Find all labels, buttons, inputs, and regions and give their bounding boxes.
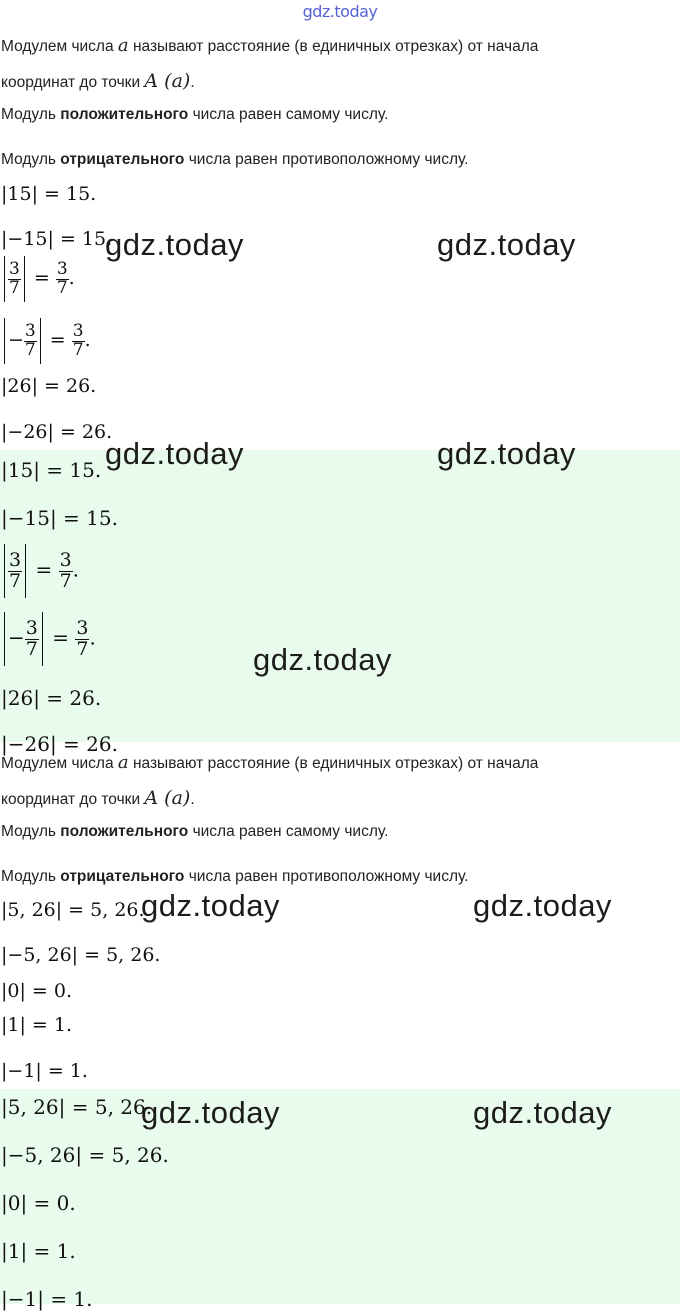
highlight-block bbox=[0, 450, 680, 756]
theory-positive: Модуль положительного числа равен самому числу. bbox=[1, 106, 389, 123]
equation: |26| = 26. bbox=[1, 375, 97, 397]
fraction-equation: − $\frac{3}{7}$ = $\frac{3}{7}$ . bbox=[1, 612, 96, 666]
equation: |5, 26| = 5, 26. bbox=[1, 1095, 153, 1119]
equation: |1| = 1. bbox=[1, 1239, 76, 1263]
equation: |−1| = 1. bbox=[1, 1060, 88, 1082]
fraction-equation: − $\frac{3}{7}$ = $\frac{3}{7}$ . bbox=[1, 318, 91, 364]
watermark: gdz.today bbox=[437, 436, 576, 471]
watermark: gdz.today bbox=[473, 888, 612, 923]
fraction-equation: $\frac{3}{7}$ = $\frac{3}{7}$ . bbox=[1, 256, 75, 302]
watermark: gdz.today bbox=[105, 436, 244, 471]
equation: |−26| = 26. bbox=[1, 732, 118, 756]
equation: |1| = 1. bbox=[1, 1014, 73, 1036]
theory-line-1: Модулем числа a называют расстояние (в единичных отрезках) от начала bbox=[1, 35, 539, 56]
header-watermark: gdz.today bbox=[302, 2, 378, 21]
watermark: gdz.today bbox=[437, 227, 576, 262]
watermark: gdz.today bbox=[473, 1095, 612, 1130]
theory-line-2: координат до точки A (a). bbox=[1, 787, 195, 809]
watermark: gdz.today bbox=[141, 1095, 280, 1130]
equation: |0| = 0. bbox=[1, 1191, 76, 1215]
equation: |5, 26| = 5, 26. bbox=[1, 899, 145, 921]
theory-negative: Модуль отрицательного числа равен противоположному числу. bbox=[1, 151, 469, 168]
equation: |−1| = 1. bbox=[1, 1287, 93, 1311]
fraction-equation: $\frac{3}{7}$ = $\frac{3}{7}$ . bbox=[1, 544, 79, 598]
theory-line-1: Модулем числа a называют расстояние (в единичных отрезках) от начала bbox=[1, 752, 539, 773]
theory-positive: Модуль положительного числа равен самому числу. bbox=[1, 823, 389, 840]
equation: |−26| = 26. bbox=[1, 421, 113, 443]
equation: |15| = 15. bbox=[1, 458, 102, 482]
equation: |0| = 0. bbox=[1, 980, 73, 1002]
equation: |−5, 26| = 5, 26. bbox=[1, 944, 161, 966]
equation: |−15| = 15. bbox=[1, 506, 118, 530]
equation: |26| = 26. bbox=[1, 686, 102, 710]
watermark: gdz.today bbox=[253, 642, 392, 677]
equation: |−5, 26| = 5, 26. bbox=[1, 1143, 169, 1167]
theory-negative: Модуль отрицательного числа равен противоположному числу. bbox=[1, 868, 469, 885]
equation: |−15| = 15. bbox=[1, 228, 113, 250]
equation: |15| = 15. bbox=[1, 183, 97, 205]
watermark: gdz.today bbox=[105, 227, 244, 262]
theory-line-2: координат до точки A (a). bbox=[1, 70, 195, 92]
watermark: gdz.today bbox=[141, 888, 280, 923]
